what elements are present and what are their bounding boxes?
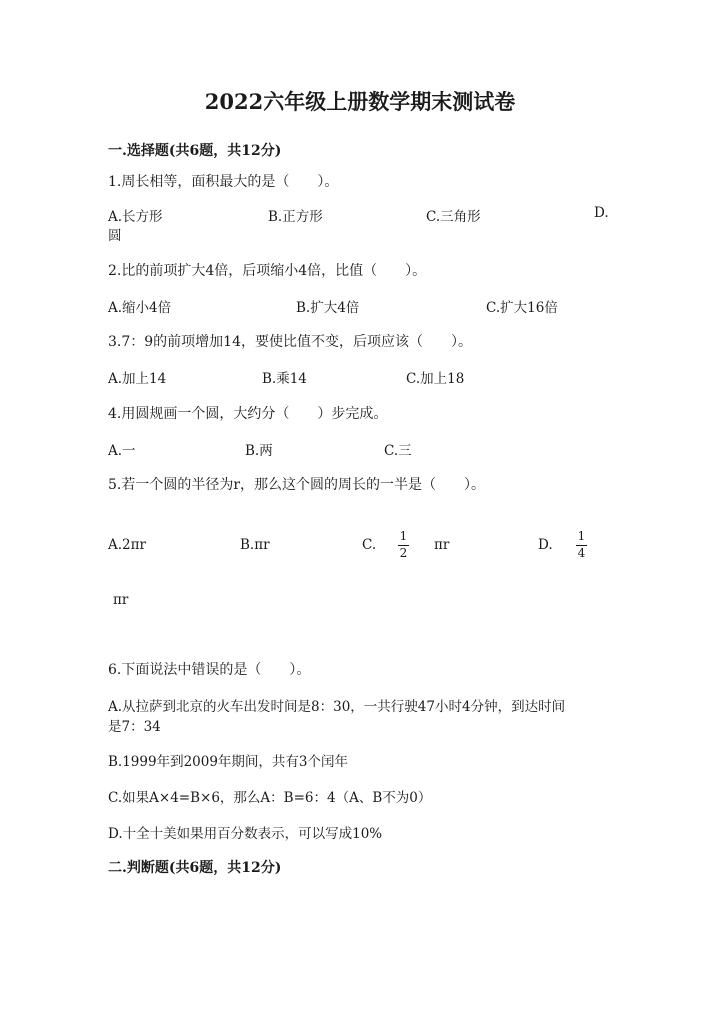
q5-option-d-fraction [576, 530, 587, 561]
section-choice-heading: 一.选择题(共6题，共12分) [108, 143, 282, 159]
question-2: 2.比的前项扩大4倍，后项缩小4倍，比值（ ）。 [108, 263, 427, 279]
question-5: 5.若一个圆的半径为r，那么这个圆的周长的一半是（ ）。 [108, 477, 486, 493]
q6-option-b: B.1999年到2009年期间，共有3个闰年 [108, 754, 349, 770]
fraction-numerator: 1 [577, 529, 586, 543]
q1-option-b: B.正方形 [268, 209, 323, 225]
section-judgment-heading: 二.判断题(共6题，共12分) [108, 860, 282, 876]
q2-option-c: C.扩大16倍 [486, 300, 558, 316]
q6-option-a-continued: 是7：34 [108, 719, 161, 735]
q5-option-c-fraction [398, 530, 409, 561]
q2-option-b: B.扩大4倍 [296, 300, 360, 316]
question-3: 3.7：9的前项增加14，要使比值不变，后项应该（ ）。 [108, 334, 472, 350]
q4-option-b: B.两 [245, 443, 273, 459]
q2-option-a: A.缩小4倍 [108, 300, 172, 316]
q3-option-c: C.加上18 [406, 371, 465, 387]
q5-option-c: C. [362, 537, 377, 553]
q5-option-a: A.2πr [108, 537, 146, 553]
q1-option-a: A.长方形 [108, 209, 163, 225]
fraction-denominator: 2 [399, 545, 408, 560]
q4-option-c: C.三 [384, 443, 412, 459]
q6-option-a: A.从拉萨到北京的火车出发时间是8：30，一共行驶47小时4分钟，到达时间 [108, 699, 566, 715]
q1-option-c: C.三角形 [426, 209, 481, 225]
q6-option-d: D.十全十美如果用百分数表示，可以写成10% [108, 826, 383, 842]
q4-option-a: A.一 [108, 443, 136, 459]
q5-option-c-tail: πr [434, 537, 450, 553]
question-6: 6.下面说法中错误的是（ ）。 [108, 662, 311, 678]
page-title: 2022六年级上册数学期末测试卷 [204, 89, 516, 114]
fraction-numerator: 1 [399, 529, 408, 543]
q1-option-d: D. [594, 205, 609, 221]
q6-option-c: C.如果A×4=B×6，那么A：B=6：4（A、B不为0） [108, 790, 432, 806]
q3-option-a: A.加上14 [108, 371, 167, 387]
question-1: 1.周长相等，面积最大的是（ ）。 [108, 174, 339, 190]
q5-option-b: B.πr [240, 537, 270, 553]
q5-option-d: D. [538, 537, 553, 553]
question-4: 4.用圆规画一个圆，大约分（ ）步完成。 [108, 406, 388, 422]
fraction-denominator: 4 [577, 545, 586, 560]
q5-option-d-tail: πr [113, 592, 129, 608]
q1-option-d-text: 圆 [108, 228, 122, 244]
q3-option-b: B.乘14 [262, 371, 307, 387]
